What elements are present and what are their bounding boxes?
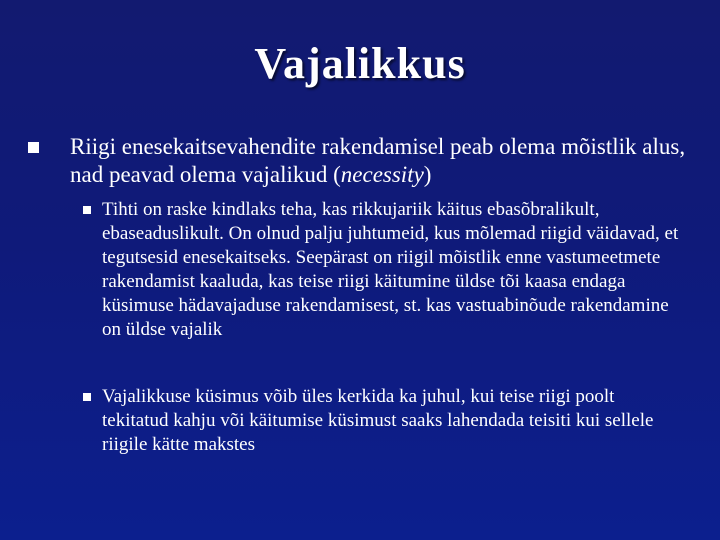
sub-bullet-1-text: Tihti on raske kindlaks teha, kas rikkujariik käitus ebasõbralikult, ebaseaduslikult. On olnud palju juhtumeid, kus mõlemad riigid väidavad, et tegutsesid enesekaitseks. Seepärast on riigil mõistlik enne vastumeetmete rakendamist kaaluda, kas teise riigi käitumine üldse tõi kaasa endaga küsimuse hädavajaduse rakendamisest, st. kas vastuabinõude rakendamine on üldse vajalik (102, 199, 679, 340)
main-bullet-text-italic: necessity (340, 162, 424, 187)
square-bullet-icon (28, 142, 39, 153)
main-bullet-text-start: Riigi enesekaitsevahendite rakendamisel peab olema mõistlik alus, nad peavad olema vajalikud ( (70, 134, 686, 187)
square-bullet-icon (83, 393, 91, 401)
main-bullet-text-end: ) (423, 162, 432, 187)
main-bullet-text (70, 133, 690, 189)
sub-bullet-2-text: Vajalikkuse küsimus võib üles kerkida ka juhul, kui teise riigi poolt tekitatud kahju või käitumise küsimust saaks lahendada teisiti kui sellele riigile kätte makstes (102, 386, 654, 455)
square-bullet-icon (83, 206, 91, 214)
slide-title: Vajalikkus (254, 39, 466, 88)
